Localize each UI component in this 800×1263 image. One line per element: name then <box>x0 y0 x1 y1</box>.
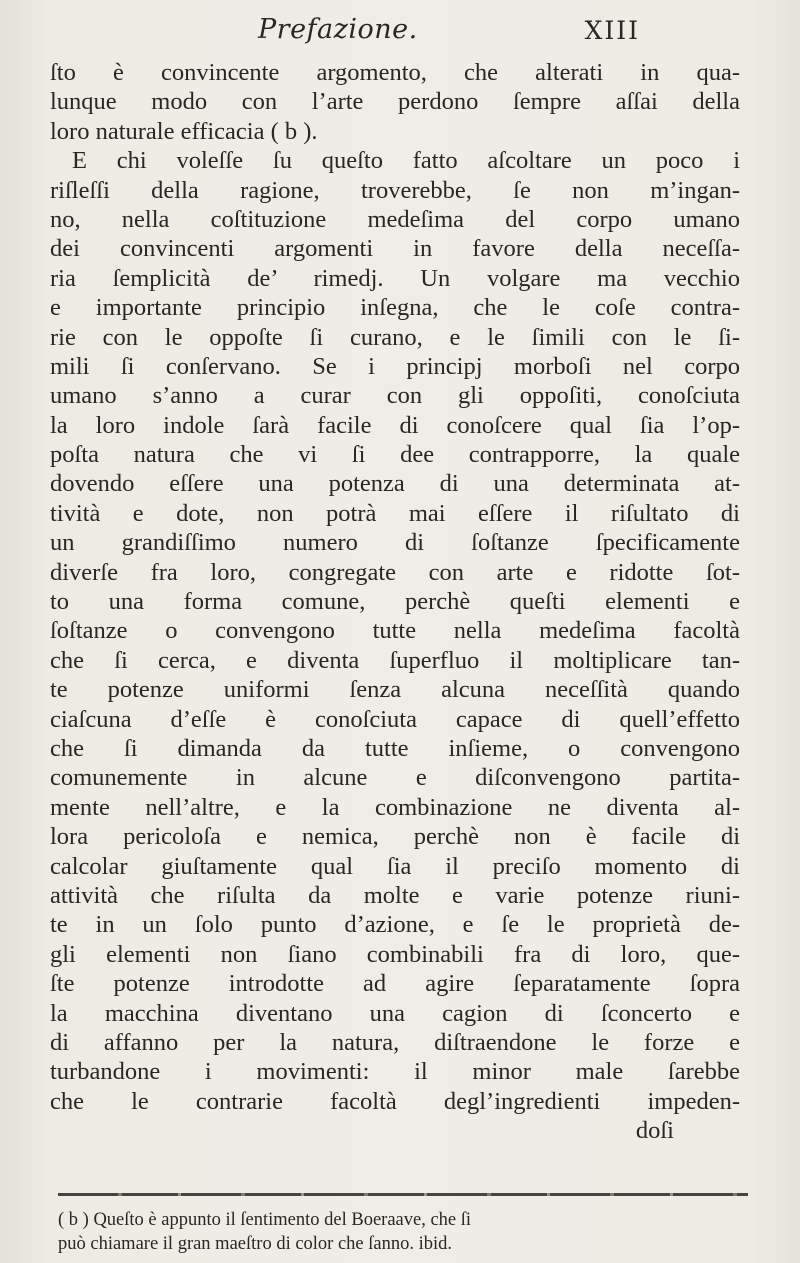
text-line: che ſi cerca, e diventa ſuperfluo il moltiplicare tan- <box>50 646 740 674</box>
catchword: doſi <box>635 1117 674 1145</box>
text-line: la macchina diventano una cagion di ſconcerto e <box>50 999 740 1027</box>
text-line: rie con le oppoſte ſi curano, e le ſimili con le ſi- <box>50 323 740 351</box>
text-line: un grandiſſimo numero di ſoſtanze ſpecificamente <box>50 529 740 557</box>
text-line: no, nella coſtituzione medeſima del corpo umano <box>50 205 740 233</box>
text-line: gli elementi non ſiano combinabili fra di loro, que- <box>50 940 740 968</box>
text-line: E chi voleſſe ſu queſto fatto aſcoltare un poco i <box>72 147 740 175</box>
footnote-line: ( b ) Queſto è appunto il ſentimento del Boeraave, che ſi <box>58 1210 472 1230</box>
text-line: mente nell’altre, e la combinazione ne diventa al- <box>50 793 740 821</box>
text-line: che ſi dimanda da tutte inſieme, o convengono <box>50 734 740 762</box>
text-line: poſta natura che vi ſi dee contrapporre, la quale <box>50 441 740 469</box>
text-line: te in un ſolo punto d’azione, e ſe le proprietà de- <box>50 911 740 939</box>
body-text <box>50 58 740 1145</box>
text-line: lora pericoloſa e nemica, perchè non è facile di <box>50 823 740 851</box>
running-title: Prefazione. <box>258 14 418 45</box>
page-number: XIII <box>584 16 640 45</box>
text-line: ſte potenze introdotte ad agire ſeparatamente ſopra <box>50 970 740 998</box>
text-line: to una forma comune, perchè queſti elementi e <box>50 588 740 616</box>
running-head <box>200 14 640 54</box>
text-line: mili ſi conſervano. Se i principj morboſi nel corpo <box>50 352 740 380</box>
footnote-rule <box>58 1193 748 1196</box>
text-line: ſto è convincente argomento, che alterati in qua- <box>50 59 740 86</box>
text-line: diverſe fra loro, congregate con arte e ridotte ſot- <box>50 558 740 586</box>
footnote-line: può chiamare il gran maeſtro di color che ſanno. ibid. <box>58 1234 453 1254</box>
text-line: dei convincenti argomenti in favore della neceſſa- <box>50 235 740 263</box>
text-line: ciaſcuna d’eſſe è conoſciuta capace di quell’effetto <box>50 705 740 733</box>
text-line: lunque modo con l’arte perdono ſempre aſſai della <box>50 88 740 116</box>
text-line: di affanno per la natura, diſtraendone le forze e <box>50 1028 740 1056</box>
text-line: tività e dote, non potrà mai eſſere il riſultato di <box>50 499 740 527</box>
text-line: ria ſemplicità de’ rimedj. Un volgare ma vecchio <box>50 264 740 292</box>
text-line: turbandone i movimenti: il minor male ſarebbe <box>50 1058 740 1086</box>
text-line: attività che riſulta da molte e varie potenze riuni- <box>50 881 740 909</box>
text-line: che le contrarie facoltà degl’ingredienti impeden- <box>50 1087 740 1115</box>
text-line: la loro indole ſarà facile di conoſcere qual ſia l’op- <box>50 411 740 439</box>
footnote <box>58 1208 748 1256</box>
text-line: loro naturale efficacia ( b ). <box>50 117 318 145</box>
text-line: umano s’anno a curar con gli oppoſiti, conoſciuta <box>50 382 740 410</box>
text-line: ſoſtanze o convengono tutte nella medeſima facoltà <box>50 617 740 645</box>
text-line: riſleſſi della ragione, troverebbe, ſe non m’ingan- <box>50 176 740 204</box>
text-line: e importante principio inſegna, che le coſe contra- <box>50 294 740 322</box>
text-line: comunemente in alcune e diſconvengono partita- <box>50 764 740 792</box>
text-line: te potenze uniformi ſenza alcuna neceſſità quando <box>50 676 740 704</box>
text-line: calcolar giuſtamente qual ſia il preciſo momento di <box>50 852 740 880</box>
text-line: dovendo eſſere una potenza di una determinata at- <box>50 470 740 498</box>
